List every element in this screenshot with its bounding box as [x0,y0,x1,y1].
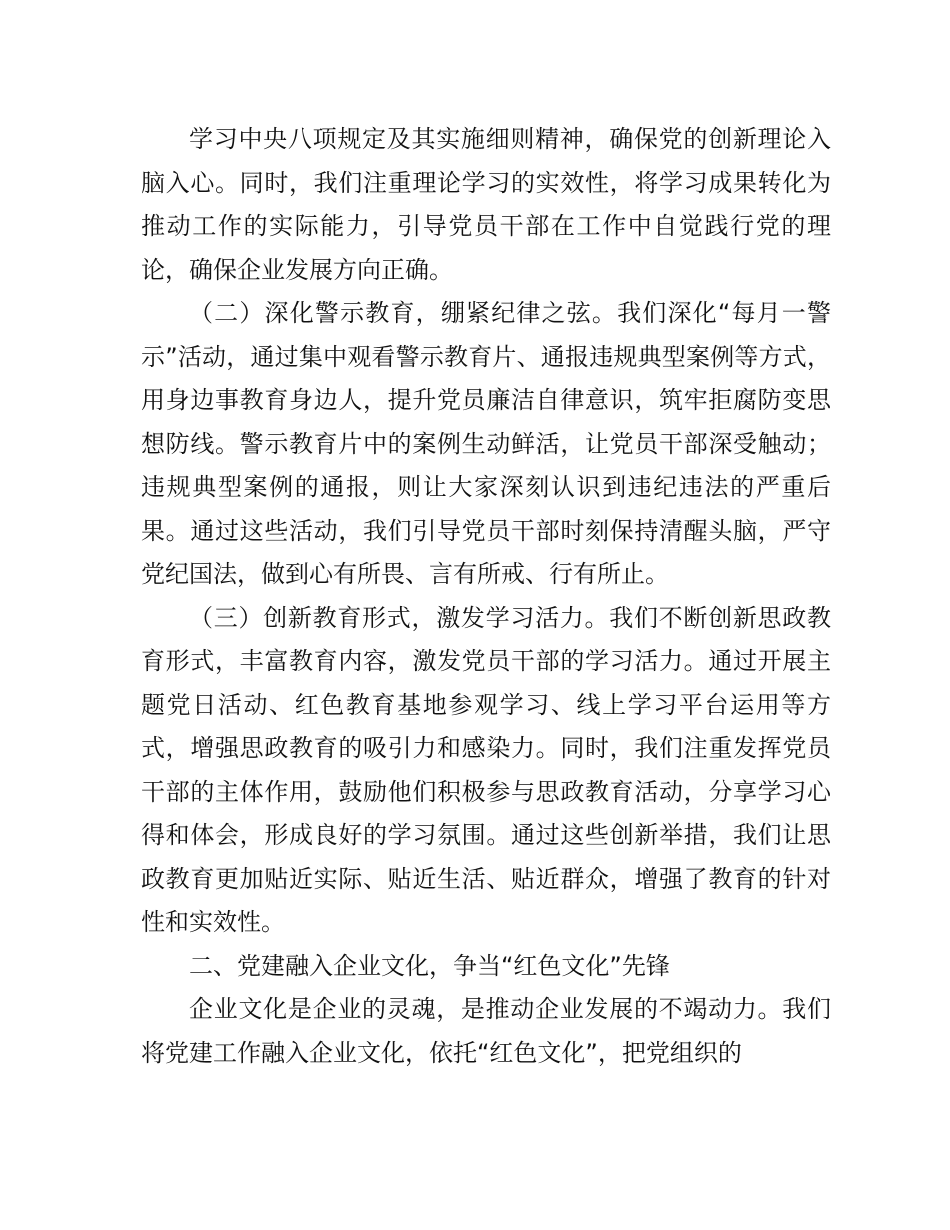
paragraph-warning-education: （二）深化警示教育，绷紧纪律之弦。我们深化“每月一警示”活动，通过集中观看警示教育片、通报违规典型案例等方式，用身边事教育身边人，提升党员廉洁自律意识，筑牢拒腐防变思想防线。警示教育片中的案例生动鲜活，让党员干部深受触动；违规典型案例的通报，则让大家深刻认识到违纪违法的严重后果。通过这些活动，我们引导党员干部时刻保持清醒头脑，严守党纪国法，做到心有所畏、言有所戒、行有所止。 [141,299,831,588]
paragraph-education-innovation: （三）创新教育形式，激发学习活力。我们不断创新思政教育形式，丰富教育内容，激发党员干部的学习活力。通过开展主题党日活动、红色教育基地参观学习、线上学习平台运用等方式，增强思政教育的吸引力和感染力。同时，我们注重发挥党员干部的主体作用，鼓励他们积极参与思政教育活动，分享学习心得和体会，形成良好的学习氛围。通过这些创新举措，我们让思政教育更加贴近实际、贴近生活、贴近群众，增强了教育的针对性和实效性。 [141,603,831,936]
paragraph-theory-study: 学习中央八项规定及其实施细则精神，确保党的创新理论入脑入心。同时，我们注重理论学习的实效性，将学习成果转化为推动工作的实际能力，引导党员干部在工作中自觉践行党的理论，确保企业发展方向正确。 [141,125,831,284]
section-heading-corporate-culture: 二、党建融入企业文化，争当“红色文化”先锋 [189,951,670,980]
document-body [141,118,831,1075]
paragraph-corporate-culture: 企业文化是企业的灵魂，是推动企业发展的不竭动力。我们将党建工作融入企业文化，依托“红色文化”，把党组织的 [141,995,831,1067]
